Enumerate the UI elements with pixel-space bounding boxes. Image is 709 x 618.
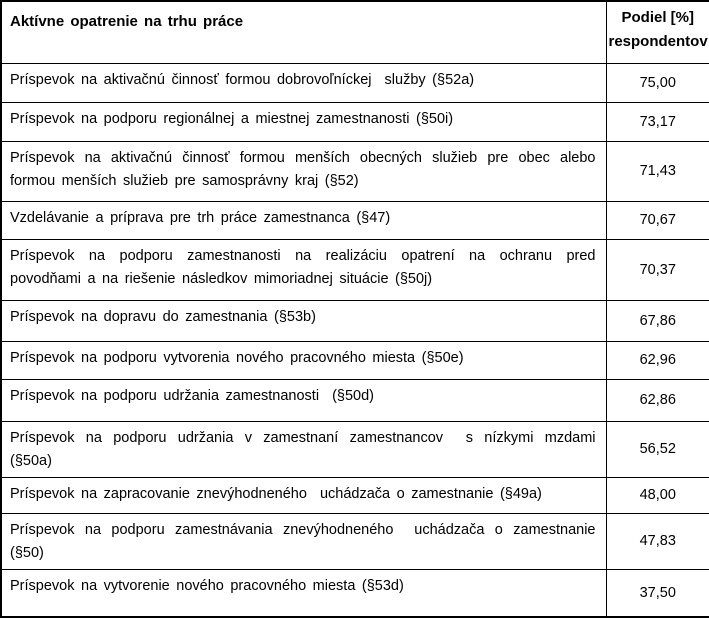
share-value: 62,96 [606,341,709,379]
share-value: 48,00 [606,477,709,513]
measure-label: Príspevok na aktivačnú činnosť formou dobrovoľníckej služby (§52a) [1,63,606,102]
share-value: 56,52 [606,421,709,477]
share-value: 47,83 [606,513,709,569]
column-header-share-line1: Podiel [%] [621,9,694,26]
measure-label: Vzdelávanie a príprava pre trh práce zamestnanca (§47) [1,201,606,239]
table-row [1,141,709,201]
table-row [1,513,709,569]
table-row [1,63,709,102]
column-header-share-line2: respondentov [608,33,708,50]
table-row [1,477,709,513]
share-value: 71,43 [606,141,709,201]
measure-label: Príspevok na podporu udržania v zamestnaní zamestnancov s nízkymi mzdami (§50a) [1,421,606,477]
measure-label: Príspevok na podporu zamestnávania znevýhodneného uchádzača o zamestnanie (§50) [1,513,606,569]
measure-label: Príspevok na zapracovanie znevýhodneného uchádzača o zamestnanie (§49a) [1,477,606,513]
table-row [1,201,709,239]
measure-label: Príspevok na podporu regionálnej a miestnej zamestnanosti (§50i) [1,102,606,141]
measure-label: Príspevok na aktivačnú činnosť formou menších obecných služieb pre obec alebo formou menších služieb pre samosprávny kraj (§52) [1,141,606,201]
table-row [1,300,709,341]
table-row [1,102,709,141]
table-row [1,239,709,300]
share-value: 37,50 [606,569,709,617]
table-row [1,341,709,379]
share-value: 75,00 [606,63,709,102]
share-value: 73,17 [606,102,709,141]
table-row [1,421,709,477]
measure-label: Príspevok na podporu vytvorenia nového pracovného miesta (§50e) [1,341,606,379]
share-value: 62,86 [606,379,709,421]
share-value: 67,86 [606,300,709,341]
measure-label: Príspevok na vytvorenie nového pracovného miesta (§53d) [1,569,606,617]
share-value: 70,37 [606,239,709,300]
measure-label: Príspevok na podporu zamestnanosti na realizáciu opatrení na ochranu pred povodňami a na riešenie následkov mimoriadnej situácie (§50j) [1,239,606,300]
table-row [1,569,709,617]
table-row [1,379,709,421]
measure-label: Príspevok na dopravu do zamestnania (§53b) [1,300,606,341]
share-value: 70,67 [606,201,709,239]
measure-label: Príspevok na podporu udržania zamestnanosti (§50d) [1,379,606,421]
column-header-share [606,1,709,63]
table-header-row [1,1,709,63]
column-header-measure: Aktívne opatrenie na trhu práce [1,1,606,63]
